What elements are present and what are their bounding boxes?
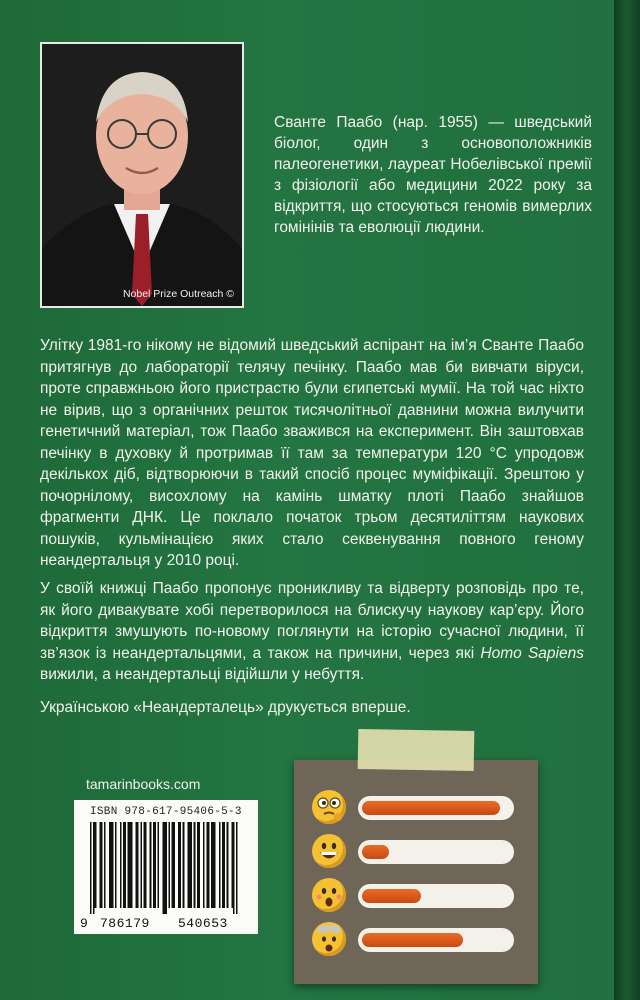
book-spine-edge [614, 0, 640, 1000]
rating-fill [362, 933, 463, 947]
rating-row-mind-blown [312, 922, 518, 956]
mind-blown-face-icon [312, 922, 346, 956]
ean-left-group: 786179 [100, 916, 150, 931]
rating-fill [362, 845, 389, 859]
species-name: Homo Sapiens [480, 644, 584, 662]
isbn-barcode [74, 800, 258, 934]
thinking-face-icon [312, 790, 346, 824]
rating-bar [358, 796, 514, 820]
first-edition-note: Українською «Неандерталець» друкується вперше. [40, 699, 411, 716]
barcode-bars [88, 822, 246, 914]
rating-fill [362, 801, 500, 815]
reaction-rating-card [294, 760, 538, 984]
ean-right-group: 540653 [178, 916, 228, 931]
rating-row-surprised [312, 878, 518, 912]
paragraph-2-text-start: У своїй книжці Паабо пропонує проникливу та відверту розповідь про те, як його дивакувате хобі перетворилося на блискучу наукову кар’єру. Його відкриття змушують по-новому поглянути на історію сучасної людини, її зв’язок із неандертальцями, а також на причини, через які [40, 580, 584, 662]
photo-credit: Nobel Prize Outreach © [122, 288, 234, 300]
author-portrait-image [42, 44, 242, 306]
paragraph-2-text-end: вижили, а неандертальці відійшли у небуття. [40, 666, 365, 683]
author-bio: Сванте Паабо (нар. 1955) — шведський біолог, один з основоположників палеогенетики, лауреат Нобелівської премії з фізіології або медицини 2022 року за відкриття, що стосуються геномів вимерлих гомінінів та еволюції людини. [274, 114, 592, 236]
isbn-label: ISBN 978-617-95406-5-3 [90, 806, 242, 818]
author-photo [40, 42, 244, 308]
masking-tape [358, 729, 475, 771]
rating-bar [358, 884, 514, 908]
rating-bar [358, 840, 514, 864]
rating-bar [358, 928, 514, 952]
rating-row-thinking [312, 790, 518, 824]
publisher-website: tamarinbooks.com [86, 776, 201, 792]
grinning-face-icon [312, 834, 346, 868]
description-paragraph-1: Улітку 1981-го нікому не відомий шведський аспірант на ім’я Сванте Паабо притягнув до лабораторії телячу печінку. Паабо мав би вивчати віруси, проте справжньою його пристрастю були єгипетські мумії. На той час ніхто не вірив, що з органічних решток тисячолітньої давнини можна вилучити генетичний матеріал, тож Паабо зважився на експеримент. Він заштовхав печінку в духовку й протримав її там за температури 120 °С упродовж декількох діб, відтворюючи в такий спосіб процес муміфікації. Зрештою у почорнілому, висохлому на камінь шматку плоті Паабо знайшов фрагменти ДНК. Це поклало початок трьом десятиліттям наукових пошуків, кульмінацією яких стало секвенування повного геному неандертальця у 2010 році. [40, 337, 584, 569]
surprised-face-icon [312, 878, 346, 912]
ean-first-digit: 9 [80, 916, 89, 931]
rating-fill [362, 889, 421, 903]
rating-row-grinning [312, 834, 518, 868]
description-paragraph-2 [40, 578, 584, 686]
